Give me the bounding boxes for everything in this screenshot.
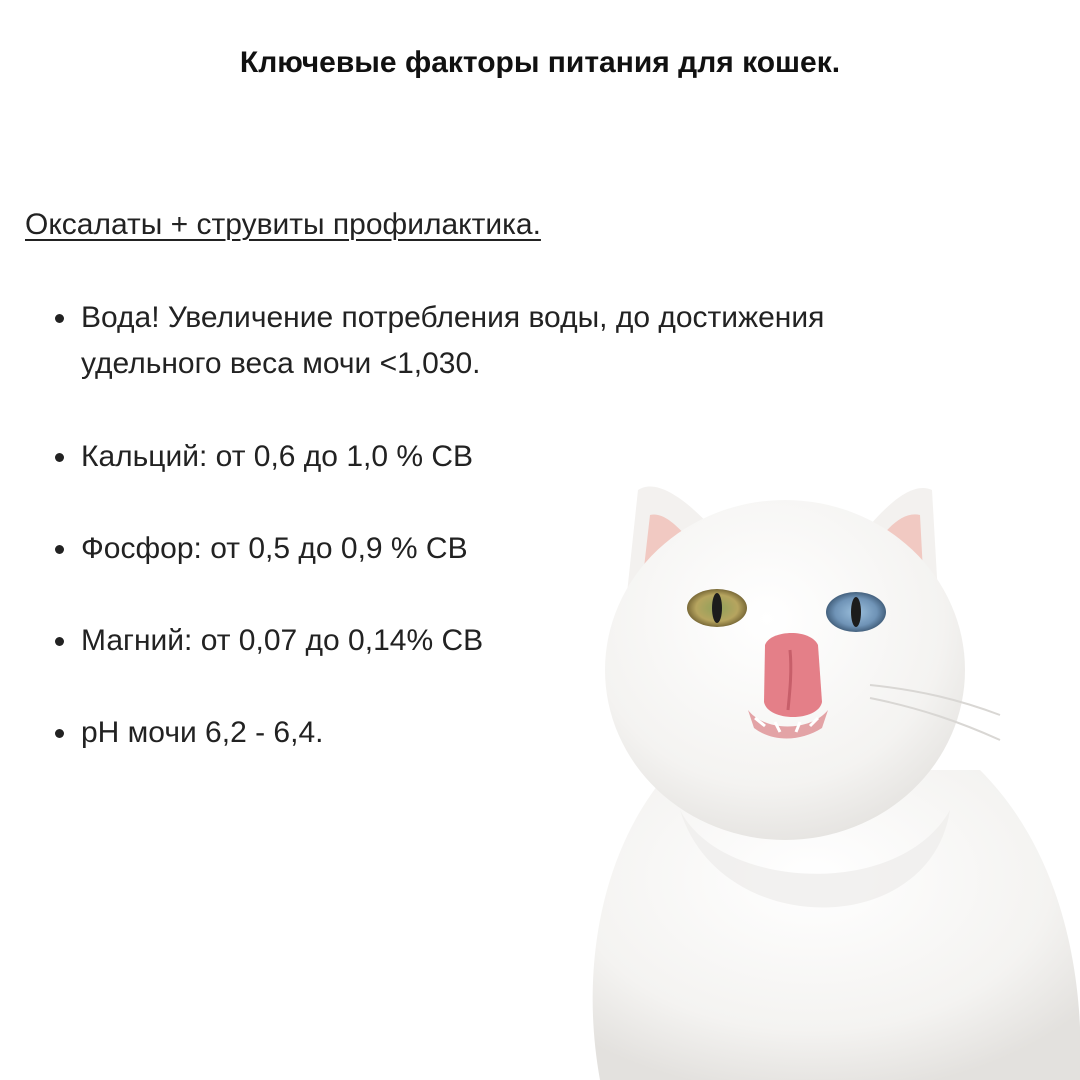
- bullet-icon: [55, 637, 64, 646]
- white-cat-image: [560, 470, 1080, 1080]
- page-title: Ключевые факторы питания для кошек.: [239, 46, 841, 79]
- bullet-icon: [55, 453, 64, 462]
- cat-tongue: [764, 633, 822, 717]
- bullet-icon: [55, 729, 64, 738]
- list-item-water: [55, 295, 935, 387]
- section-heading: Оксалаты + струвиты профилактика.: [25, 208, 541, 241]
- bullet-icon: [55, 545, 64, 554]
- list-item-text: Кальций: от 0,6 до 1,0 % СВ: [81, 440, 474, 473]
- list-item-text: pH мочи 6,2 - 6,4.: [81, 716, 324, 749]
- list-item-text: Вода! Увеличение потребления воды, до достижения удельного веса мочи <1,030.: [81, 301, 825, 380]
- list-item-text: Магний: от 0,07 до 0,14% СВ: [81, 624, 484, 657]
- bullet-icon: [55, 314, 64, 323]
- list-item-text: Фосфор: от 0,5 до 0,9 % СВ: [81, 532, 468, 565]
